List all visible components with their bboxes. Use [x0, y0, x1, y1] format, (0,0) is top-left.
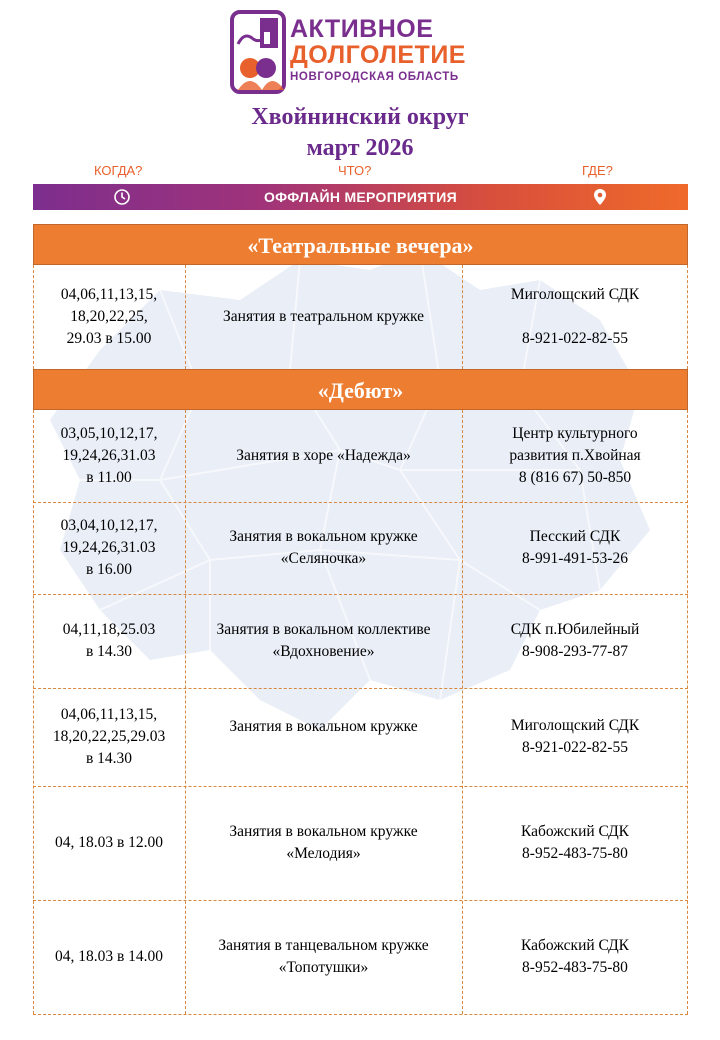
label-what: ЧТО? — [338, 163, 372, 178]
table-border — [33, 900, 688, 901]
table-row — [33, 786, 688, 900]
cell-what: Занятия в вокальном кружке — [229, 718, 418, 735]
table-border — [33, 502, 688, 503]
cell-when: 04,06,11,13,15, 18,20,22,25,29.03 в 14.30 — [52, 706, 166, 767]
cell-what: Занятия в танцевальном кружке «Топотушки» — [218, 937, 429, 976]
cell-when: 03,05,10,12,17, 19,24,26,31.03 в 11.00 — [60, 425, 158, 486]
table-border — [185, 265, 186, 369]
table-row — [33, 265, 688, 369]
table-border — [33, 410, 34, 1014]
cell-when: 04, 18.03 в 12.00 — [54, 834, 164, 851]
table-row — [33, 502, 688, 594]
cell-what: Занятия в вокальном кружке «Селяночка» — [229, 528, 418, 567]
cell-what: Занятия в театральном кружке — [223, 308, 424, 325]
table-row — [33, 900, 688, 1014]
table-border — [33, 786, 688, 787]
table-row — [33, 688, 688, 786]
logo-line-2: ДОЛГОЛЕТИЕ — [290, 41, 466, 69]
cell-where: СДК п.Юбилейный 8-908-293-77-87 — [510, 621, 640, 660]
table-border — [33, 1014, 688, 1015]
cell-where: Кабожский СДК 8-952-483-75-80 — [520, 937, 630, 976]
label-when: КОГДА? — [94, 163, 143, 178]
table-border — [185, 410, 186, 1014]
cell-where: Центр культурного развития п.Хвойная 8 (816 67) 50-850 — [509, 425, 641, 486]
bar-title: ОФФЛАЙН МЕРОПРИЯТИЯ — [263, 189, 457, 205]
table-border — [33, 688, 688, 689]
section-header-theatre: «Театральные вечера» — [33, 224, 688, 265]
cell-what: Занятия в хоре «Надежда» — [236, 447, 411, 464]
location-pin-icon — [593, 188, 607, 206]
cell-where: Миголощский СДК 8-921-022-82-55 — [510, 286, 640, 347]
table-row — [33, 594, 688, 688]
cell-where: Кабожский СДК 8-952-483-75-80 — [520, 823, 630, 862]
cell-where: Песский СДК 8-991-491-53-26 — [522, 528, 628, 567]
logo-text — [290, 16, 466, 84]
label-where: ГДЕ? — [582, 163, 613, 178]
cell-when: 04,06,11,13,15, 18,20,22,25, 29.03 в 15.00 — [60, 286, 158, 347]
table-border — [687, 410, 688, 1014]
column-labels — [0, 163, 720, 179]
table-border — [33, 265, 34, 369]
table-border — [33, 594, 688, 595]
cell-when: 04,11,18,25.03 в 14.30 — [62, 621, 156, 660]
table-border — [462, 265, 463, 369]
logo-emblem-icon — [228, 10, 288, 96]
table-border — [687, 265, 688, 369]
logo-line-1: АКТИВНОЕ — [290, 15, 434, 43]
cell-when: 03,04,10,12,17, 19,24,26,31.03 в 16.00 — [60, 517, 158, 578]
section-header-debut: «Дебют» — [33, 369, 688, 410]
page-title: Хвойнинский округ — [251, 104, 469, 130]
cell-when: 04, 18.03 в 14.00 — [54, 948, 164, 965]
cell-what: Занятия в вокальном кружке «Мелодия» — [229, 823, 418, 862]
cell-what: Занятия в вокальном коллективе «Вдохновение» — [216, 621, 431, 660]
table-border — [462, 410, 463, 1014]
page-subtitle: март 2026 — [306, 135, 414, 161]
logo-line-3: НОВГОРОДСКАЯ ОБЛАСТЬ — [290, 71, 459, 83]
cell-where: Миголощский СДК 8-921-022-82-55 — [510, 717, 640, 756]
table-row — [33, 410, 688, 502]
offline-events-bar — [33, 184, 688, 210]
